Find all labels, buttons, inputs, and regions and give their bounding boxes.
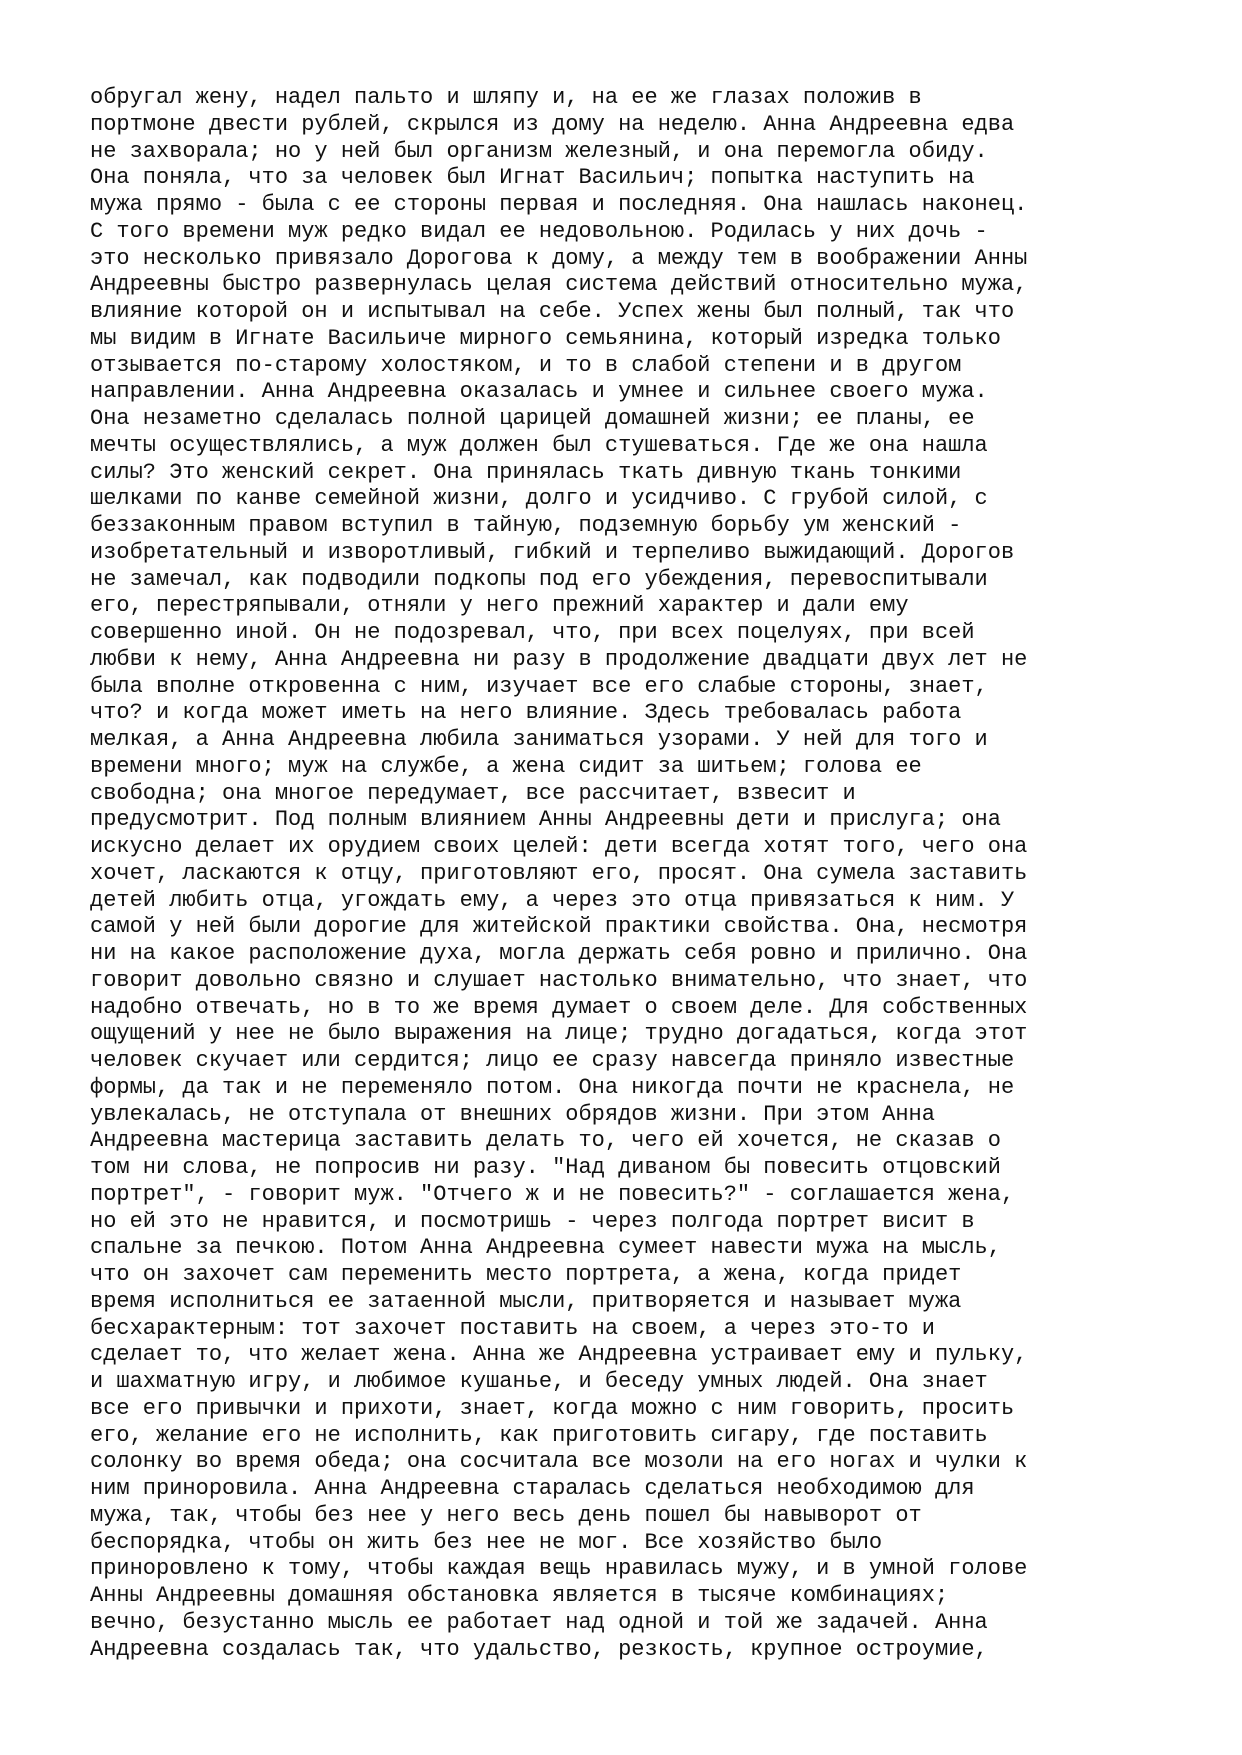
- text-line: Она незаметно сделалась полной царицей домашней жизни; ее планы, ее: [90, 406, 975, 431]
- text-line: мужа прямо - была с ее стороны первая и последняя. Она нашлась наконец.: [90, 192, 1028, 217]
- text-line: ни на какое расположение духа, могла держать себя ровно и прилично. Она: [90, 941, 1028, 966]
- text-line: беспорядка, чтобы он жить без нее не мог. Все хозяйство было: [90, 1529, 883, 1555]
- text-line: не захворала; но у ней был организм железный, и она перемогла обиду.: [90, 138, 988, 164]
- text-line: беззаконным правом вступил в тайную, подземную борьбу ум женский -: [90, 513, 962, 538]
- text-line: вечно, безустанно мысль ее работает над одной и той же задачей. Анна: [90, 1609, 988, 1635]
- text-line: искусно делает их орудием своих целей: дети всегда хотят того, чего она: [90, 834, 1028, 859]
- text-line: свободна; она многое передумает, все рассчитает, взвесит и: [90, 780, 856, 806]
- text-line: шелками по канве семейной жизни, долго и усидчиво. С грубой силой, с: [90, 486, 988, 512]
- text-line: детей любить отца, угождать ему, а через это отца привязаться к ним. У: [90, 887, 1015, 913]
- text-line: мы видим в Игнате Васильиче мирного семьянина, который изредка только: [90, 325, 1001, 351]
- text-line: влияние которой он и испытывал на себе. Успех жены был полный, так что: [90, 299, 1015, 324]
- text-line: С того времени муж редко видал ее недовольною. Родилась у них дочь -: [90, 218, 988, 244]
- text-line: спальне за печкою. Потом Анна Андреевна сумеет навести мужа на мысль,: [90, 1235, 1001, 1261]
- text-line: Она поняла, что за человек был Игнат Васильич; попытка наступить на: [90, 165, 975, 191]
- text-line: время исполниться ее затаенной мысли, притворяется и называет мужа: [90, 1288, 962, 1314]
- text-line: бесхарактерным: тот захочет поставить на своем, а через это-то и: [90, 1315, 935, 1341]
- text-line: Анны Андреевны домашняя обстановка является в тысяче комбинациях;: [90, 1583, 949, 1608]
- text-line: Андреевна мастерица заставить делать то, чего ей хочется, не сказав о: [90, 1128, 1001, 1154]
- text-line: сделает то, что желает жена. Анна же Андреевна устраивает ему и пульку,: [90, 1342, 1028, 1368]
- text-line: но ей это не нравится, и посмотришь - через полгода портрет висит в: [90, 1208, 975, 1234]
- text-line: была вполне откровенна с ним, изучает все его слабые стороны, знает,: [90, 673, 988, 699]
- text-line: увлекалась, не отступала от внешних обрядов жизни. При этом Анна: [90, 1101, 935, 1127]
- text-line: все его привычки и прихоти, знает, когда можно с ним говорить, просить: [90, 1395, 1015, 1421]
- text-line: не замечал, как подводили подкопы под его убеждения, перевоспитывали: [90, 566, 988, 592]
- text-line: отзывается по-старому холостяком, и то в слабой степени и в другом: [90, 352, 962, 378]
- text-line: мелкая, а Анна Андреевна любила заниматься узорами. У ней для того и: [90, 727, 988, 752]
- text-line: говорит довольно связно и слушает настолько внимательно, что знает, что: [90, 967, 1028, 993]
- text-line: приноровлено к тому, чтобы каждая вещь нравилась мужу, и в умной голове: [90, 1556, 1028, 1582]
- text-line: портмоне двести рублей, скрылся из дому на неделю. Анна Андреевна едва: [90, 111, 1015, 137]
- text-line: его, желание его не исполнить, как приготовить сигару, где поставить: [90, 1422, 988, 1448]
- text-line: любви к нему, Анна Андреевна ни разу в продолжение двадцати двух лет не: [90, 646, 1028, 672]
- text-line: формы, да так и не переменяло потом. Она никогда почти не краснела, не: [90, 1074, 1015, 1100]
- text-line: человек скучает или сердится; лицо ее сразу навсегда приняло известные: [90, 1048, 1015, 1073]
- text-line: портрет", - говорит муж. "Отчего ж и не повесить?" - соглашается жена,: [90, 1181, 1015, 1207]
- text-line: совершенно иной. Он не подозревал, что, при всех поцелуях, при всей: [90, 620, 975, 645]
- text-line: предусмотрит. Под полным влиянием Анны Андреевны дети и прислуга; она: [90, 807, 1001, 833]
- text-line: мечты осуществлялись, а муж должен был стушеваться. Где же она нашла: [90, 432, 988, 458]
- text-line: это несколько привязало Дорогова к дому, а между тем в воображении Анны: [90, 245, 1028, 271]
- text-line: что он захочет сам переменить место портрета, а жена, когда придет: [90, 1262, 962, 1287]
- text-line: самой у ней были дорогие для житейской практики свойства. Она, несмотря: [90, 914, 1028, 940]
- text-line: и шахматную игру, и любимое кушанье, и беседу умных людей. Она знает: [90, 1369, 988, 1394]
- text-line: обругал жену, надел пальто и шляпу и, на ее же глазах положив в: [90, 85, 922, 110]
- text-line: мужа, так, чтобы без нее у него весь день пошел бы навыворот от: [90, 1502, 922, 1528]
- text-line: ним приноровила. Анна Андреевна старалась сделаться необходимою для: [90, 1476, 975, 1501]
- text-line: надобно отвечать, но в то же время думает о своем деле. Для собственных: [90, 994, 1028, 1020]
- text-line: направлении. Анна Андреевна оказалась и умнее и сильнее своего мужа.: [90, 379, 988, 405]
- text-line: времени много; муж на службе, а жена сидит за шитьем; голова ее: [90, 753, 922, 779]
- text-line: солонку во время обеда; она сосчитала все мозоли на его ногах и чулки к: [90, 1449, 1028, 1475]
- text-line: изобретательный и изворотливый, гибкий и терпеливо выжидающий. Дорогов: [90, 539, 1015, 565]
- document-page: [90, 85, 1200, 1725]
- text-line: что? и когда может иметь на него влияние. Здесь требовалась работа: [90, 700, 962, 726]
- text-line: Андреевны быстро развернулась целая система действий относительно мужа,: [90, 272, 1028, 298]
- text-line: хочет, ласкаются к отцу, приготовляют его, просят. Она сумела заставить: [90, 860, 1028, 886]
- text-line: его, перестряпывали, отняли у него прежний характер и дали ему: [90, 593, 909, 619]
- text-line: том ни слова, не попросив ни разу. "Над диваном бы повесить отцовский: [90, 1155, 1001, 1180]
- text-line: силы? Это женский секрет. Она принялась ткать дивную ткань тонкими: [90, 459, 962, 485]
- text-line: ощущений у нее не было выражения на лице; трудно догадаться, когда этот: [90, 1021, 1028, 1047]
- text-line: Андреевна создалась так, что удальство, резкость, крупное остроумие,: [90, 1636, 988, 1662]
